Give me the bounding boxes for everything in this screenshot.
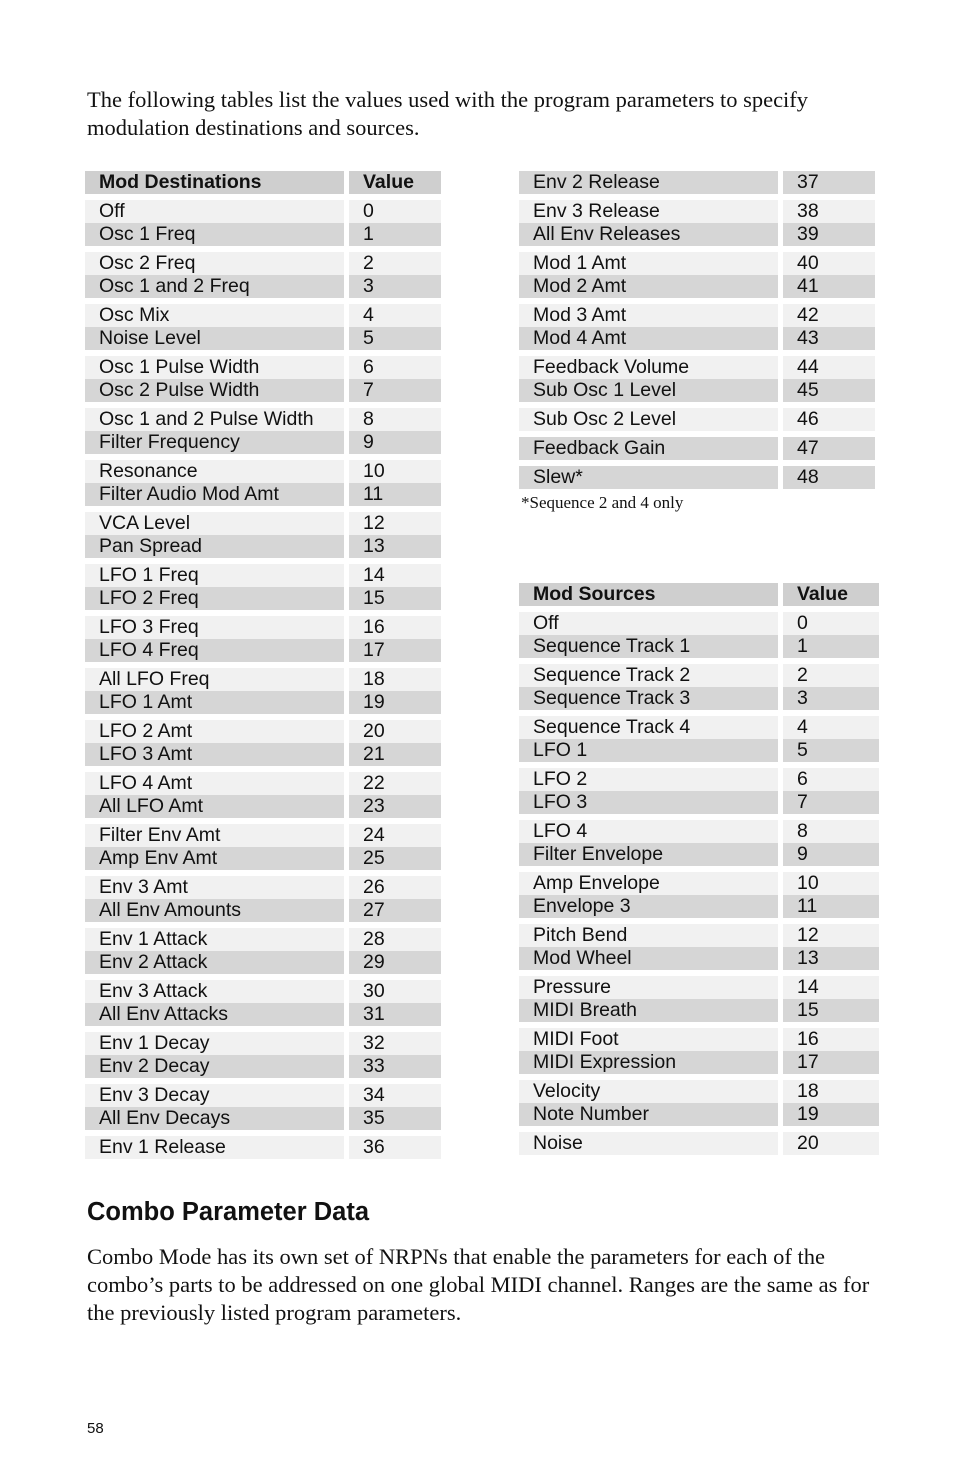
param-name-cell: All LFO Amt (85, 795, 344, 818)
param-value-cell: 29 (349, 951, 441, 974)
param-value-cell: 14 (349, 564, 441, 587)
table-row (519, 739, 879, 762)
table-row (519, 872, 879, 895)
param-name-cell: Sequence Track 2 (519, 664, 778, 687)
param-value-cell: 3 (783, 687, 879, 710)
table-row (85, 1136, 441, 1159)
table-row (519, 223, 875, 246)
param-name-cell: Pitch Bend (519, 924, 778, 947)
param-name-cell: LFO 2 (519, 768, 778, 791)
param-value-cell: 48 (783, 466, 875, 489)
param-name-cell: Filter Env Amt (85, 824, 344, 847)
table-row (85, 587, 441, 610)
param-name-cell: Osc Mix (85, 304, 344, 327)
param-value-cell: 1 (349, 223, 441, 246)
intro-paragraph: The following tables list the values used with the program parameters to specify modulation destinations and sources. (87, 87, 809, 140)
param-value-cell: 10 (349, 460, 441, 483)
param-value-cell: 26 (349, 876, 441, 899)
table-header-row (519, 583, 879, 606)
table-row (85, 928, 441, 951)
param-name-cell: All Env Releases (519, 223, 778, 246)
table-row (85, 720, 441, 743)
param-value-cell: 33 (349, 1055, 441, 1078)
param-value-cell: 4 (349, 304, 441, 327)
param-value-cell: 5 (783, 739, 879, 762)
param-value-cell: 38 (783, 200, 875, 223)
table-row (85, 223, 441, 246)
param-name-cell: Mod 1 Amt (519, 252, 778, 275)
table-row (85, 847, 441, 870)
header-value-cell: Value (783, 583, 879, 606)
param-name-cell: Env 2 Release (519, 171, 778, 194)
table-row (519, 947, 879, 970)
param-value-cell: 22 (349, 772, 441, 795)
param-name-cell: All Env Amounts (85, 899, 344, 922)
table-row (519, 843, 879, 866)
header-name-cell: Mod Destinations (85, 171, 344, 194)
table-row (85, 899, 441, 922)
param-name-cell: Filter Audio Mod Amt (85, 483, 344, 506)
table-row (85, 1055, 441, 1078)
param-name-cell: Mod 3 Amt (519, 304, 778, 327)
param-name-cell: Env 3 Attack (85, 980, 344, 1003)
param-name-cell: Filter Envelope (519, 843, 778, 866)
table-row (85, 483, 441, 506)
param-name-cell: Sequence Track 4 (519, 716, 778, 739)
table-row (85, 795, 441, 818)
param-value-cell: 46 (783, 408, 875, 431)
header-value-cell: Value (349, 171, 441, 194)
param-name-cell: Env 3 Amt (85, 876, 344, 899)
table-row (85, 460, 441, 483)
table-row (85, 691, 441, 714)
table-row (85, 535, 441, 558)
table-row (85, 252, 441, 275)
param-name-cell: Off (519, 612, 778, 635)
param-value-cell: 2 (349, 252, 441, 275)
param-name-cell: Pressure (519, 976, 778, 999)
param-value-cell: 41 (783, 275, 875, 298)
table-row (519, 635, 879, 658)
table-row (85, 980, 441, 1003)
param-name-cell: Osc 1 Freq (85, 223, 344, 246)
table-row (85, 824, 441, 847)
param-name-cell: Env 3 Decay (85, 1084, 344, 1107)
param-value-cell: 4 (783, 716, 879, 739)
param-value-cell: 3 (349, 275, 441, 298)
combo-paragraph: Combo Mode has its own set of NRPNs that enable the parameters for each of the combo’s parts to be addressed on one global MIDI channel. Ranges are the same as for the previously listed program parameters. (87, 1244, 870, 1325)
param-value-cell: 14 (783, 976, 879, 999)
table-row (85, 1032, 441, 1055)
param-name-cell: MIDI Expression (519, 1051, 778, 1074)
param-value-cell: 42 (783, 304, 875, 327)
param-name-cell: Filter Frequency (85, 431, 344, 454)
param-value-cell: 5 (349, 327, 441, 350)
param-name-cell: Env 1 Decay (85, 1032, 344, 1055)
param-value-cell: 15 (349, 587, 441, 610)
param-value-cell: 27 (349, 899, 441, 922)
table-row (519, 304, 875, 327)
table-row (85, 564, 441, 587)
param-value-cell: 36 (349, 1136, 441, 1159)
param-value-cell: 32 (349, 1032, 441, 1055)
table-row (519, 612, 879, 635)
param-value-cell: 39 (783, 223, 875, 246)
table-row (519, 976, 879, 999)
table-row (85, 876, 441, 899)
param-name-cell: Pan Spread (85, 535, 344, 558)
param-name-cell: Velocity (519, 1080, 778, 1103)
param-name-cell: LFO 3 Freq (85, 616, 344, 639)
param-value-cell: 28 (349, 928, 441, 951)
param-value-cell: 15 (783, 999, 879, 1022)
table-row (85, 200, 441, 223)
table-row (519, 716, 879, 739)
param-value-cell: 18 (349, 668, 441, 691)
table-row (519, 687, 879, 710)
param-name-cell: Osc 2 Freq (85, 252, 344, 275)
param-name-cell: Sequence Track 3 (519, 687, 778, 710)
table-row (519, 200, 875, 223)
param-value-cell: 35 (349, 1107, 441, 1130)
table-row (519, 1080, 879, 1103)
table-row (85, 668, 441, 691)
param-name-cell: Noise (519, 1132, 778, 1155)
param-name-cell: VCA Level (85, 512, 344, 535)
table-row (85, 639, 441, 662)
param-name-cell: Amp Env Amt (85, 847, 344, 870)
param-value-cell: 7 (349, 379, 441, 402)
table-header-row (85, 171, 441, 194)
table-row (85, 512, 441, 535)
table-row (85, 772, 441, 795)
table-row (519, 768, 879, 791)
param-value-cell: 17 (349, 639, 441, 662)
table-row (519, 1051, 879, 1074)
slew-footnote: *Sequence 2 and 4 only (521, 493, 684, 512)
param-name-cell: LFO 2 Amt (85, 720, 344, 743)
param-value-cell: 1 (783, 635, 879, 658)
param-name-cell: LFO 1 Amt (85, 691, 344, 714)
param-name-cell: Env 1 Release (85, 1136, 344, 1159)
param-name-cell: Env 2 Attack (85, 951, 344, 974)
param-name-cell: Mod Wheel (519, 947, 778, 970)
table-row (85, 327, 441, 350)
table-row (519, 664, 879, 687)
param-value-cell: 45 (783, 379, 875, 402)
param-name-cell: All Env Decays (85, 1107, 344, 1130)
param-value-cell: 11 (783, 895, 879, 918)
table-row (519, 379, 875, 402)
table-row (519, 408, 875, 431)
param-name-cell: All Env Attacks (85, 1003, 344, 1026)
param-name-cell: Slew* (519, 466, 778, 489)
param-name-cell: Envelope 3 (519, 895, 778, 918)
param-value-cell: 43 (783, 327, 875, 350)
table-row (85, 379, 441, 402)
param-name-cell: LFO 3 (519, 791, 778, 814)
table-row (519, 327, 875, 350)
param-value-cell: 47 (783, 437, 875, 460)
param-value-cell: 30 (349, 980, 441, 1003)
table-row (85, 304, 441, 327)
param-value-cell: 40 (783, 252, 875, 275)
param-name-cell: LFO 3 Amt (85, 743, 344, 766)
param-value-cell: 19 (349, 691, 441, 714)
table-row (519, 791, 879, 814)
param-value-cell: 16 (349, 616, 441, 639)
table-row (85, 1107, 441, 1130)
param-name-cell: Off (85, 200, 344, 223)
section-title: Combo Parameter Data (87, 1198, 370, 1226)
table-row (519, 895, 879, 918)
table-row (85, 431, 441, 454)
param-value-cell: 20 (783, 1132, 879, 1155)
param-name-cell: MIDI Foot (519, 1028, 778, 1051)
table-row (85, 275, 441, 298)
param-value-cell: 21 (349, 743, 441, 766)
mod-destinations-table (85, 171, 441, 1159)
table-row (519, 252, 875, 275)
param-name-cell: Resonance (85, 460, 344, 483)
header-name-cell: Mod Sources (519, 583, 778, 606)
param-value-cell: 7 (783, 791, 879, 814)
param-value-cell: 0 (349, 200, 441, 223)
table-row (85, 1003, 441, 1026)
param-value-cell: 20 (349, 720, 441, 743)
param-name-cell: Mod 2 Amt (519, 275, 778, 298)
table-row (85, 951, 441, 974)
table-row (519, 437, 875, 460)
param-name-cell: LFO 4 Amt (85, 772, 344, 795)
param-value-cell: 2 (783, 664, 879, 687)
param-name-cell: Amp Envelope (519, 872, 778, 895)
param-value-cell: 25 (349, 847, 441, 870)
table-row (85, 1084, 441, 1107)
param-name-cell: LFO 1 Freq (85, 564, 344, 587)
param-value-cell: 37 (783, 171, 875, 194)
param-name-cell: All LFO Freq (85, 668, 344, 691)
table-row (519, 1103, 879, 1126)
param-name-cell: LFO 4 (519, 820, 778, 843)
param-value-cell: 18 (783, 1080, 879, 1103)
param-name-cell: LFO 2 Freq (85, 587, 344, 610)
table-row (519, 924, 879, 947)
table-row (519, 1028, 879, 1051)
table-row (519, 1132, 879, 1155)
table-row (85, 356, 441, 379)
param-value-cell: 12 (349, 512, 441, 535)
param-value-cell: 12 (783, 924, 879, 947)
param-name-cell: Osc 1 Pulse Width (85, 356, 344, 379)
param-name-cell: Sub Osc 1 Level (519, 379, 778, 402)
table-row (519, 820, 879, 843)
param-name-cell: Env 1 Attack (85, 928, 344, 951)
param-value-cell: 23 (349, 795, 441, 818)
param-name-cell: Feedback Volume (519, 356, 778, 379)
param-name-cell: Env 2 Decay (85, 1055, 344, 1078)
param-value-cell: 0 (783, 612, 879, 635)
param-value-cell: 9 (349, 431, 441, 454)
param-value-cell: 44 (783, 356, 875, 379)
mod-sources-table (519, 583, 879, 1155)
table-row (519, 275, 875, 298)
param-value-cell: 24 (349, 824, 441, 847)
mod-destinations-table-continued (519, 171, 875, 489)
param-value-cell: 34 (349, 1084, 441, 1107)
param-value-cell: 13 (349, 535, 441, 558)
param-name-cell: Mod 4 Amt (519, 327, 778, 350)
param-name-cell: Sub Osc 2 Level (519, 408, 778, 431)
param-name-cell: LFO 4 Freq (85, 639, 344, 662)
param-name-cell: Osc 2 Pulse Width (85, 379, 344, 402)
param-value-cell: 8 (349, 408, 441, 431)
param-value-cell: 6 (349, 356, 441, 379)
table-row (85, 743, 441, 766)
param-value-cell: 6 (783, 768, 879, 791)
param-name-cell: Note Number (519, 1103, 778, 1126)
param-value-cell: 17 (783, 1051, 879, 1074)
param-name-cell: MIDI Breath (519, 999, 778, 1022)
table-row (519, 171, 875, 194)
table-row (85, 408, 441, 431)
table-row (519, 356, 875, 379)
param-name-cell: Feedback Gain (519, 437, 778, 460)
param-name-cell: Osc 1 and 2 Freq (85, 275, 344, 298)
param-value-cell: 31 (349, 1003, 441, 1026)
param-value-cell: 13 (783, 947, 879, 970)
param-name-cell: Env 3 Release (519, 200, 778, 223)
table-row (85, 616, 441, 639)
param-name-cell: Noise Level (85, 327, 344, 350)
table-row (519, 999, 879, 1022)
param-value-cell: 8 (783, 820, 879, 843)
param-value-cell: 10 (783, 872, 879, 895)
param-name-cell: Sequence Track 1 (519, 635, 778, 658)
param-value-cell: 16 (783, 1028, 879, 1051)
param-value-cell: 9 (783, 843, 879, 866)
table-row (519, 466, 875, 489)
param-value-cell: 11 (349, 483, 441, 506)
param-name-cell: LFO 1 (519, 739, 778, 762)
page-number: 58 (87, 1420, 104, 1437)
param-name-cell: Osc 1 and 2 Pulse Width (85, 408, 344, 431)
param-value-cell: 19 (783, 1103, 879, 1126)
